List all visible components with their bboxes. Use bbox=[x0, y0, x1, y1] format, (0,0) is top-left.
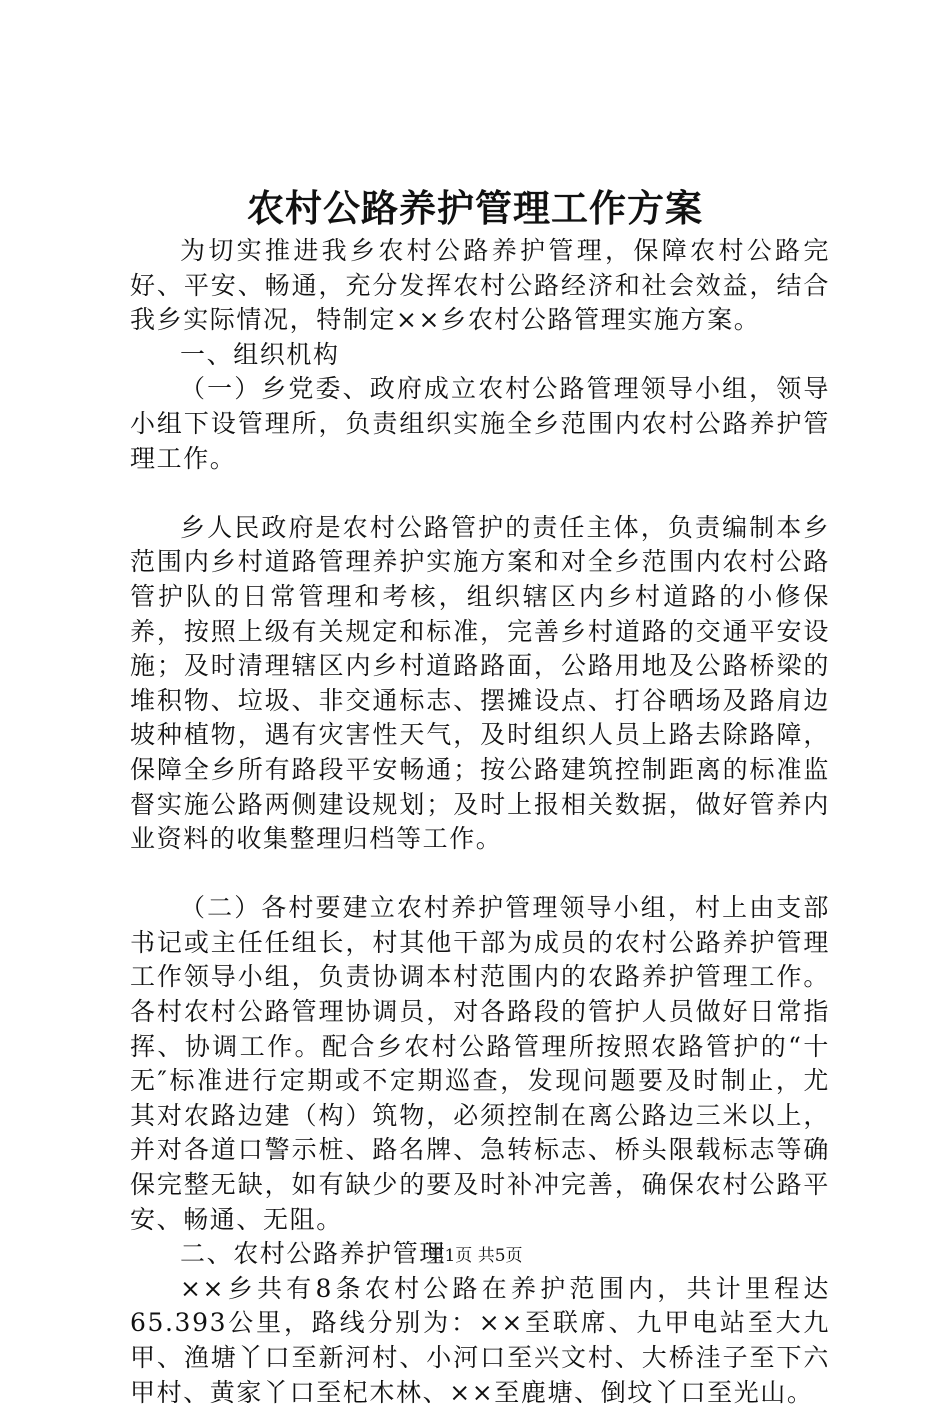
paragraph-township-government: 乡人民政府是农村公路管护的责任主体，负责编制本乡范围内乡村道路管理养护实施方案和对全乡范围内农村公路管护队的日常管理和考核，组织辖区内乡村道路的小修保养，按照上级有关规定和标准，完善乡村道路的交通平安设施；及时清理辖区内乡村道路路面，公路用地及公路桥梁的堆积物、垃圾、非交通标志、摆摊设点、打谷晒场及路肩边坡种植物，遇有灾害性天气，及时组织人员上路去除路障，保障全乡所有路段平安畅通；按公路建筑控制距离的标准监督实施公路两侧建设规划；及时上报相关数据，做好管养内业资料的收集整理归档等工作。 bbox=[130, 512, 830, 854]
document-title: 农村公路养护管理工作方案 bbox=[247, 186, 703, 230]
section-heading-organization: 一、组织机构 bbox=[180, 339, 340, 369]
document-body bbox=[130, 234, 830, 1410]
section-heading-maintenance: 二、农村公路养护管理 bbox=[180, 1239, 447, 1269]
page-footer: 第1页 共5页 bbox=[427, 1246, 523, 1266]
paragraph-road-list: ××乡共有8条农村公路在养护范围内，共计里程达65.393公里，路线分别为：××至联席、九甲电站至大九甲、渔塘丫口至新河村、小河口至兴文村、大桥洼子至下六甲村、黄家丫口至杞木林、××至鹿塘、倒坟丫口至光山。 bbox=[130, 1273, 830, 1407]
paragraph-spacer bbox=[130, 476, 830, 511]
paragraph-spacer bbox=[130, 857, 830, 892]
paragraph-leadership-group: （一）乡党委、政府成立农村公路管理领导小组，领导小组下设管理所，负责组织实施全乡范围内农村公路养护管理工作。 bbox=[130, 374, 830, 473]
paragraph-village-groups: （二）各村要建立农村养护管理领导小组，村上由支部书记或主任任组长，村其他干部为成员的农村公路养护管理工作领导小组，负责协调本村范围内的农路养护管理工作。各村农村公路管理协调员，对各路段的管护人员做好日常指挥、协调工作。配合乡农村公路管理所按照农路管护的“十无″标准进行定期或不定期巡查，发现问题要及时制止，尤其对农路边建（构）筑物，必须控制在离公路边三米以上，并对各道口警示桩、路名牌、急转标志、桥头限载标志等确保完整无缺，如有缺少的要及时补冲完善，确保农村公路平安、畅通、无阻。 bbox=[130, 893, 830, 1234]
intro-paragraph: 为切实推进我乡农村公路养护管理，保障农村公路完好、平安、畅通，充分发挥农村公路经济和社会效益，结合我乡实际情况，特制定××乡农村公路管理实施方案。 bbox=[130, 236, 830, 335]
